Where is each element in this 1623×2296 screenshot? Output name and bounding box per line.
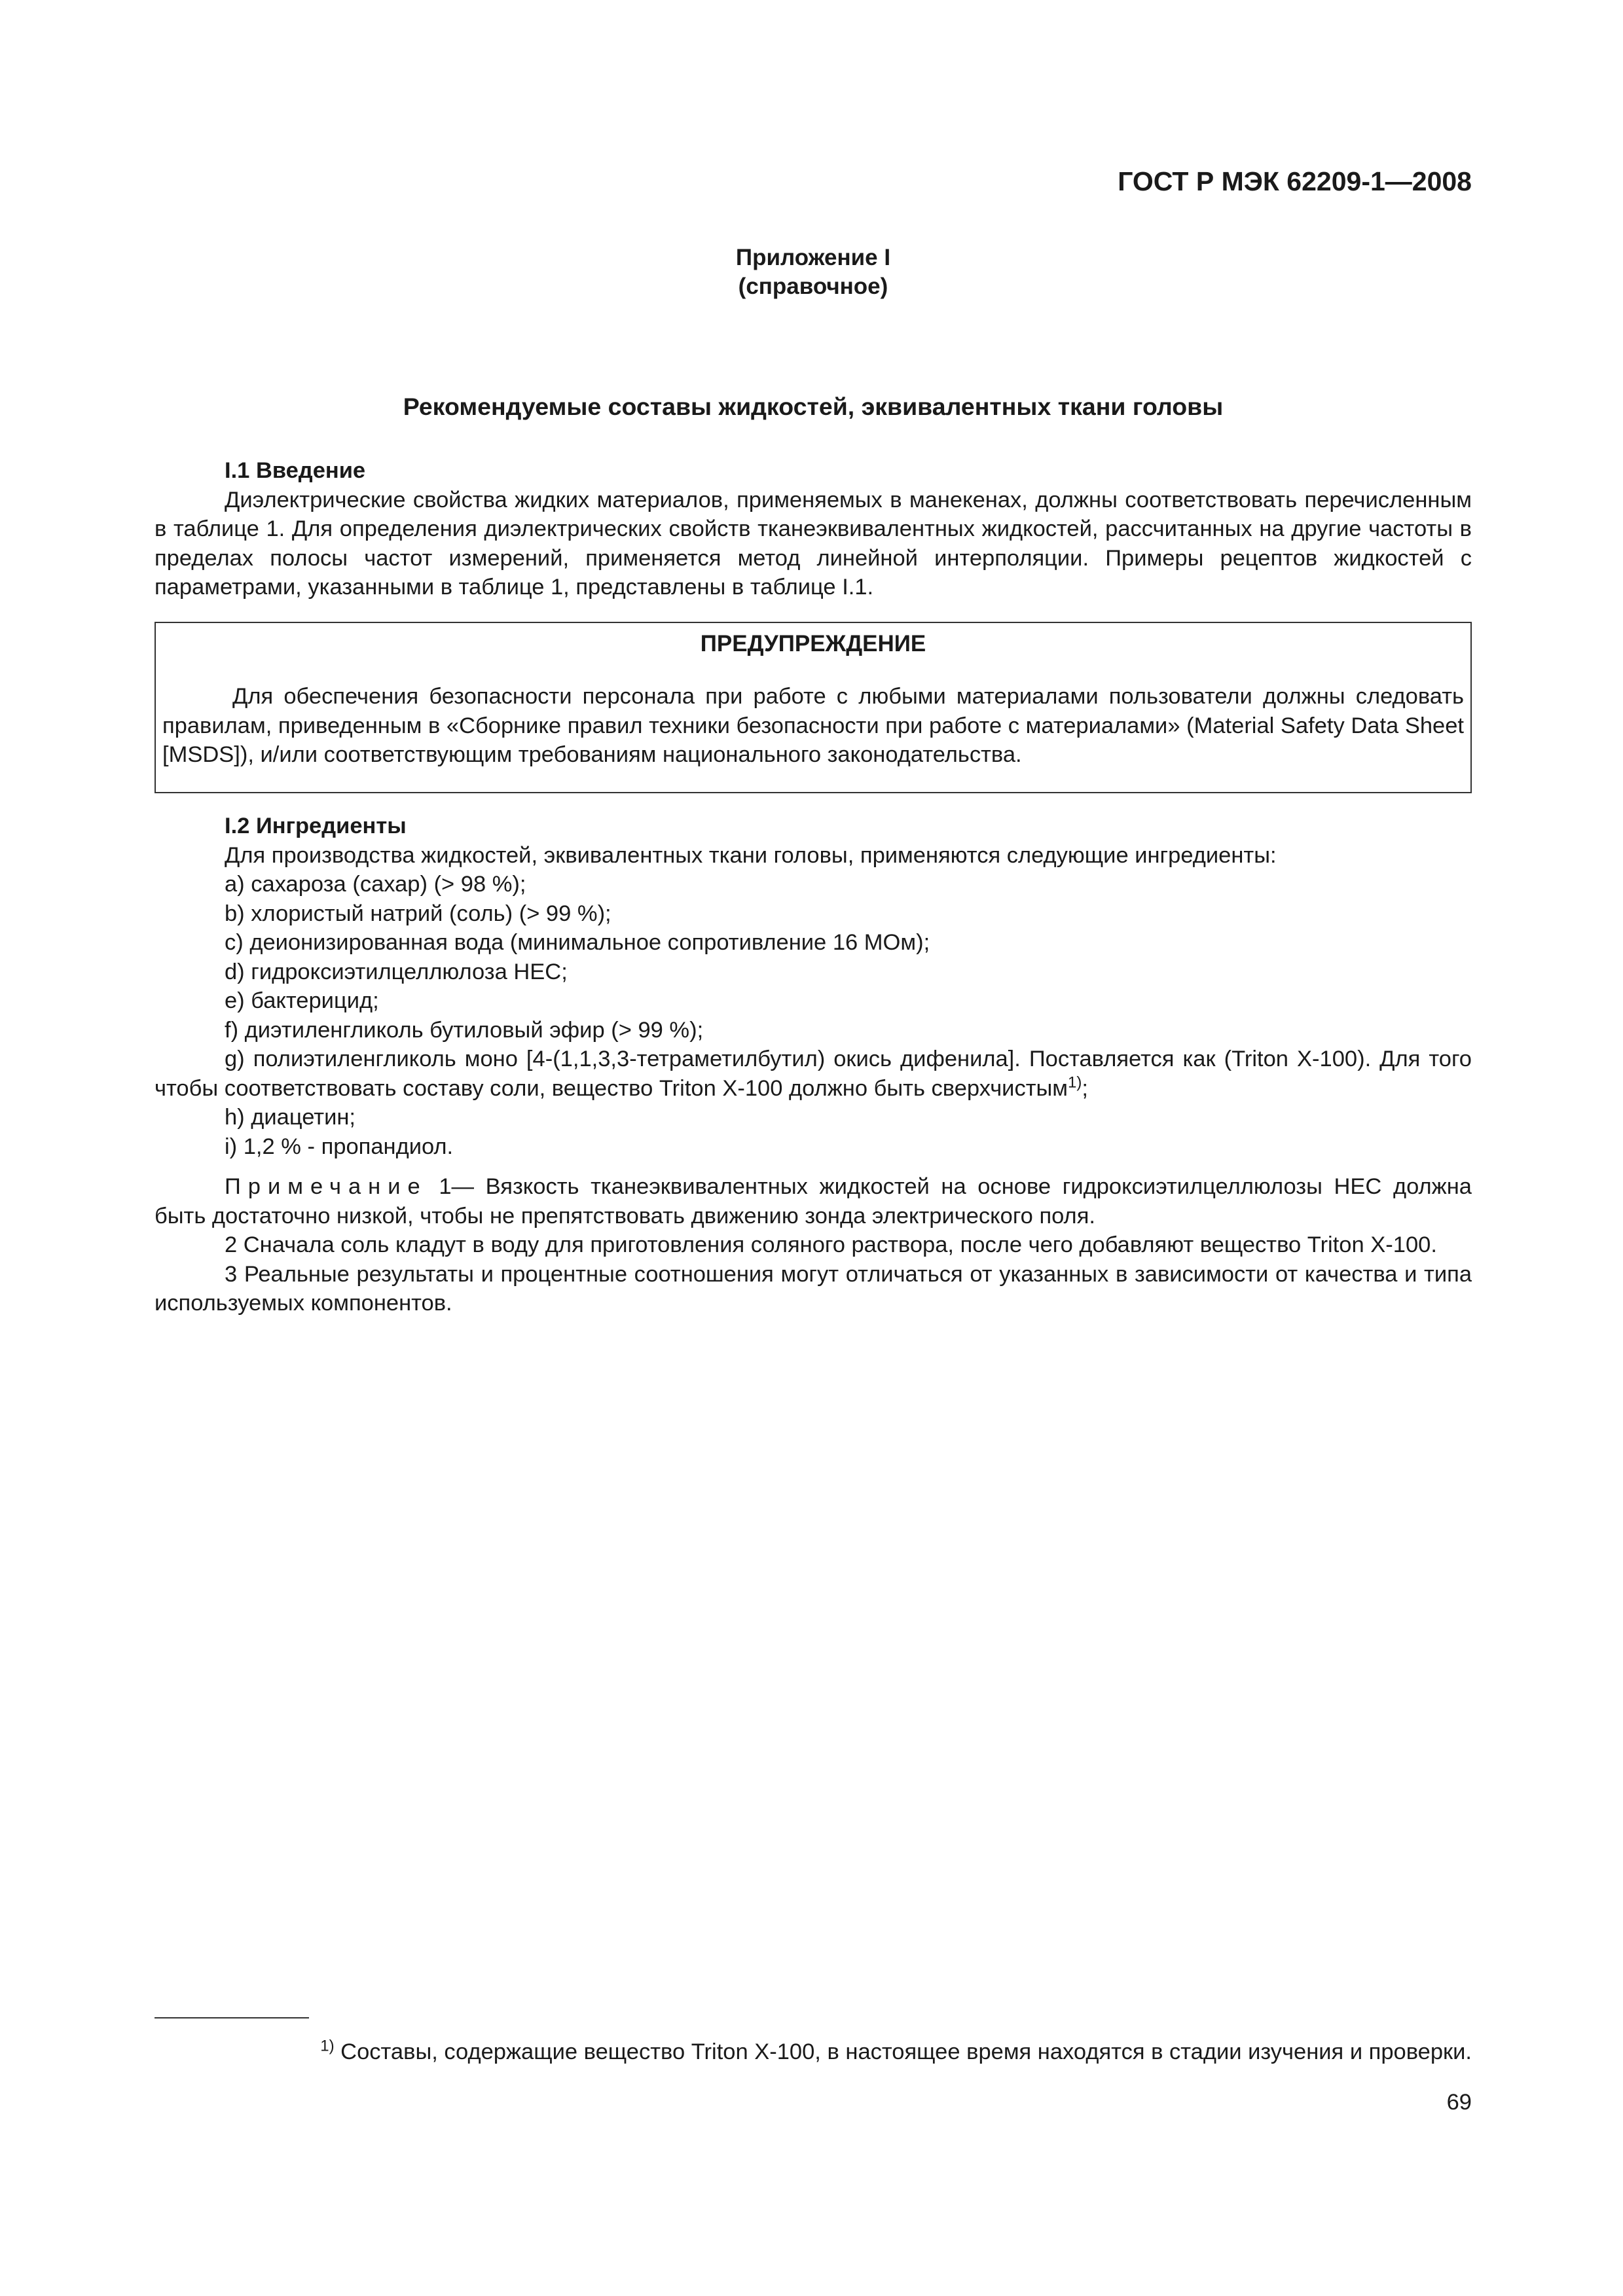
warning-box: [155, 622, 1472, 793]
note-3: 3 Реальные результаты и процентные соотношения могут отличаться от указанных в зависимости от качества и типа используемых компонентов.: [155, 1261, 1472, 1316]
footnote: [155, 2037, 1472, 2067]
section-introduction: [155, 456, 1472, 602]
footnote-reference-marker[interactable]: 1): [1068, 1073, 1082, 1091]
ingredient-item: a) сахароза (сахар) (> 98 %);: [225, 872, 526, 897]
ingredient-item: f) диэтиленгликоль бутиловый эфир (> 99 %);: [225, 1017, 704, 1043]
document-id-header: ГОСТ Р МЭК 62209-1—2008: [1118, 166, 1472, 196]
appendix-title: Рекомендуемые составы жидкостей, эквивалентных ткани головы: [403, 393, 1224, 420]
note-label: Примечание: [225, 1174, 428, 1199]
ingredient-item-g: [155, 1045, 1472, 1103]
ingredient-item: h) диацетин;: [225, 1105, 356, 1130]
ingredient-item: d) гидроксиэтилцеллюлоза НЕС;: [225, 959, 568, 984]
appendix-label: Приложение I: [735, 245, 891, 270]
ingredient-item-g-text: g) полиэтиленгликоль моно [4-(1,1,3,3-тетраметилбутил) окись дифенила]. Поставляется как (Triton X-100). Для того чтобы соответствовать составу соли, вещество Triton X-100 должно быть сверхчистым: [155, 1047, 1472, 1101]
ingredient-item: b) хлористый натрий (соль) (> 99 %);: [225, 901, 611, 926]
ingredient-item: e) бактерицид;: [225, 988, 379, 1013]
footnote-text: Составы, содержащие вещество Triton X-100, в настоящее время находятся в стадии изучения и проверки.: [334, 2039, 1472, 2064]
footnote-divider: [155, 2017, 309, 2018]
notes-block: [155, 1172, 1472, 1318]
note-2: 2 Сначала соль кладут в воду для приготовления соляного раствора, после чего добавляют вещество Triton X-100.: [225, 1232, 1437, 1257]
page-number: 69: [1446, 2090, 1472, 2115]
appendix-kind: (справочное): [738, 274, 888, 299]
section-ingredients: [155, 812, 1472, 1161]
introduction-paragraph: Диэлектрические свойства жидких материалов, применяемых в манекенах, должны соответствовать перечисленным в таблице 1. Для определения диэлектрических свойств тканеэквивалентных жидкостей, рассчитанных на другие частоты в пределах полосы частот измерений, применяется метод линейной интерполяции. Примеры рецептов жидкостей с параметрами, указанными в таблице 1, представлены в таблице I.1.: [155, 487, 1472, 600]
section-heading-introduction: I.1 Введение: [225, 458, 366, 483]
note-1: [155, 1172, 1472, 1230]
ingredient-item-g-end: ;: [1082, 1075, 1088, 1101]
footnote-marker: 1): [320, 2037, 335, 2055]
warning-title: ПРЕДУПРЕЖДЕНИЕ: [700, 631, 926, 656]
warning-text: Для обеспечения безопасности персонала при работе с любыми материалами пользователи должны следовать правилам, приведенным в «Сборнике правил техники безопасности при работе с материалами» (Material Safety Data Sheet [MSDS]), и/или соответствующим требованиям национального законодательства.: [162, 684, 1464, 767]
appendix-label-block: [155, 243, 1472, 301]
ingredient-item: i) 1,2 % - пропандиол.: [225, 1134, 454, 1159]
section-heading-ingredients: I.2 Ингредиенты: [225, 814, 407, 838]
ingredient-item: c) деионизированная вода (минимальное сопротивление 16 МОм);: [225, 930, 930, 955]
ingredients-intro: Для производства жидкостей, эквивалентных ткани головы, применяются следующие ингредиенты:: [225, 842, 1277, 868]
note-1-text: 1— Вязкость тканеэквивалентных жидкостей на основе гидроксиэтилцеллюлозы НЕС должна быть достаточно низкой, чтобы не препятствовать движению зонда электрического поля.: [155, 1174, 1472, 1229]
